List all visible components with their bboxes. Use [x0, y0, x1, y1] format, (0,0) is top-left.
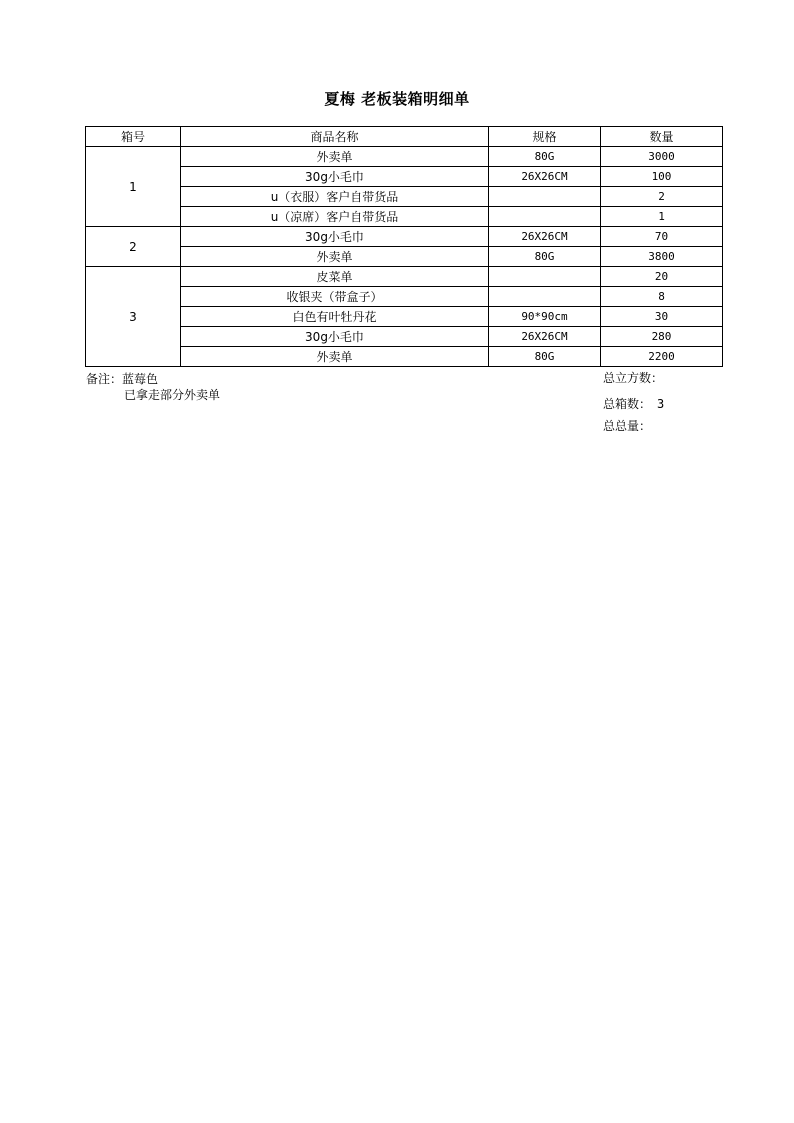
table-row: [86, 167, 723, 187]
notes-label: 备注：: [86, 372, 123, 386]
header-spec: 规格: [489, 127, 601, 147]
spec-cell: 80G: [489, 147, 601, 167]
box-number-cell: 3: [86, 267, 181, 367]
table-row: [86, 347, 723, 367]
product-name-cell: u（凉席）客户自带货品: [181, 207, 489, 227]
table-row: [86, 267, 723, 287]
table-row: [86, 287, 723, 307]
spec-cell: 80G: [489, 247, 601, 267]
document-title: 夏梅 老板装箱明细单: [324, 90, 470, 108]
note-line-1: [86, 371, 220, 387]
quantity-cell: 3800: [601, 247, 723, 267]
quantity-cell: 280: [601, 327, 723, 347]
quantity-cell: 3000: [601, 147, 723, 167]
table-row: [86, 147, 723, 167]
quantity-cell: 2200: [601, 347, 723, 367]
table-row: [86, 327, 723, 347]
notes-section: [86, 371, 220, 403]
total-weight-label: 总总量：: [603, 419, 652, 433]
spec-cell: [489, 187, 601, 207]
quantity-cell: 1: [601, 207, 723, 227]
product-name-cell: 30g小毛巾: [181, 327, 489, 347]
packing-table: [85, 126, 723, 367]
total-volume-label: 总立方数：: [603, 371, 664, 385]
quantity-cell: 70: [601, 227, 723, 247]
total-boxes-label: 总箱数：: [603, 397, 652, 411]
header-quantity: 数量: [601, 127, 723, 147]
table-row: [86, 307, 723, 327]
total-boxes-value: 3: [657, 397, 665, 411]
spec-cell: 26X26CM: [489, 167, 601, 187]
spec-cell: [489, 207, 601, 227]
table-row: [86, 207, 723, 227]
header-product-name: 商品名称: [181, 127, 489, 147]
table-header-row: [86, 127, 723, 147]
spec-cell: 26X26CM: [489, 327, 601, 347]
spec-cell: [489, 287, 601, 307]
box-number-cell: 1: [86, 147, 181, 227]
product-name-cell: u（衣服）客户自带货品: [181, 187, 489, 207]
table-row: [86, 247, 723, 267]
quantity-cell: 8: [601, 287, 723, 307]
spec-cell: 90*90cm: [489, 307, 601, 327]
note-text-2: 已拿走部分外卖单: [124, 388, 221, 402]
product-name-cell: 白色有叶牡丹花: [181, 307, 489, 327]
quantity-cell: 20: [601, 267, 723, 287]
product-name-cell: 30g小毛巾: [181, 167, 489, 187]
spec-cell: [489, 267, 601, 287]
quantity-cell: 100: [601, 167, 723, 187]
product-name-cell: 外卖单: [181, 147, 489, 167]
product-name-cell: 收银夹（带盒子）: [181, 287, 489, 307]
spec-cell: 26X26CM: [489, 227, 601, 247]
product-name-cell: 外卖单: [181, 247, 489, 267]
product-name-cell: 皮菜单: [181, 267, 489, 287]
product-name-cell: 30g小毛巾: [181, 227, 489, 247]
table-row: [86, 187, 723, 207]
spec-cell: 80G: [489, 347, 601, 367]
total-boxes-line: [603, 395, 664, 412]
quantity-cell: 2: [601, 187, 723, 207]
quantity-cell: 30: [601, 307, 723, 327]
box-number-cell: 2: [86, 227, 181, 267]
header-box-no: 箱号: [86, 127, 181, 147]
total-volume-line: [603, 369, 669, 386]
product-name-cell: 外卖单: [181, 347, 489, 367]
note-text-1: 蓝莓色: [122, 372, 159, 386]
total-weight-line: [603, 417, 657, 434]
table-row: [86, 227, 723, 247]
